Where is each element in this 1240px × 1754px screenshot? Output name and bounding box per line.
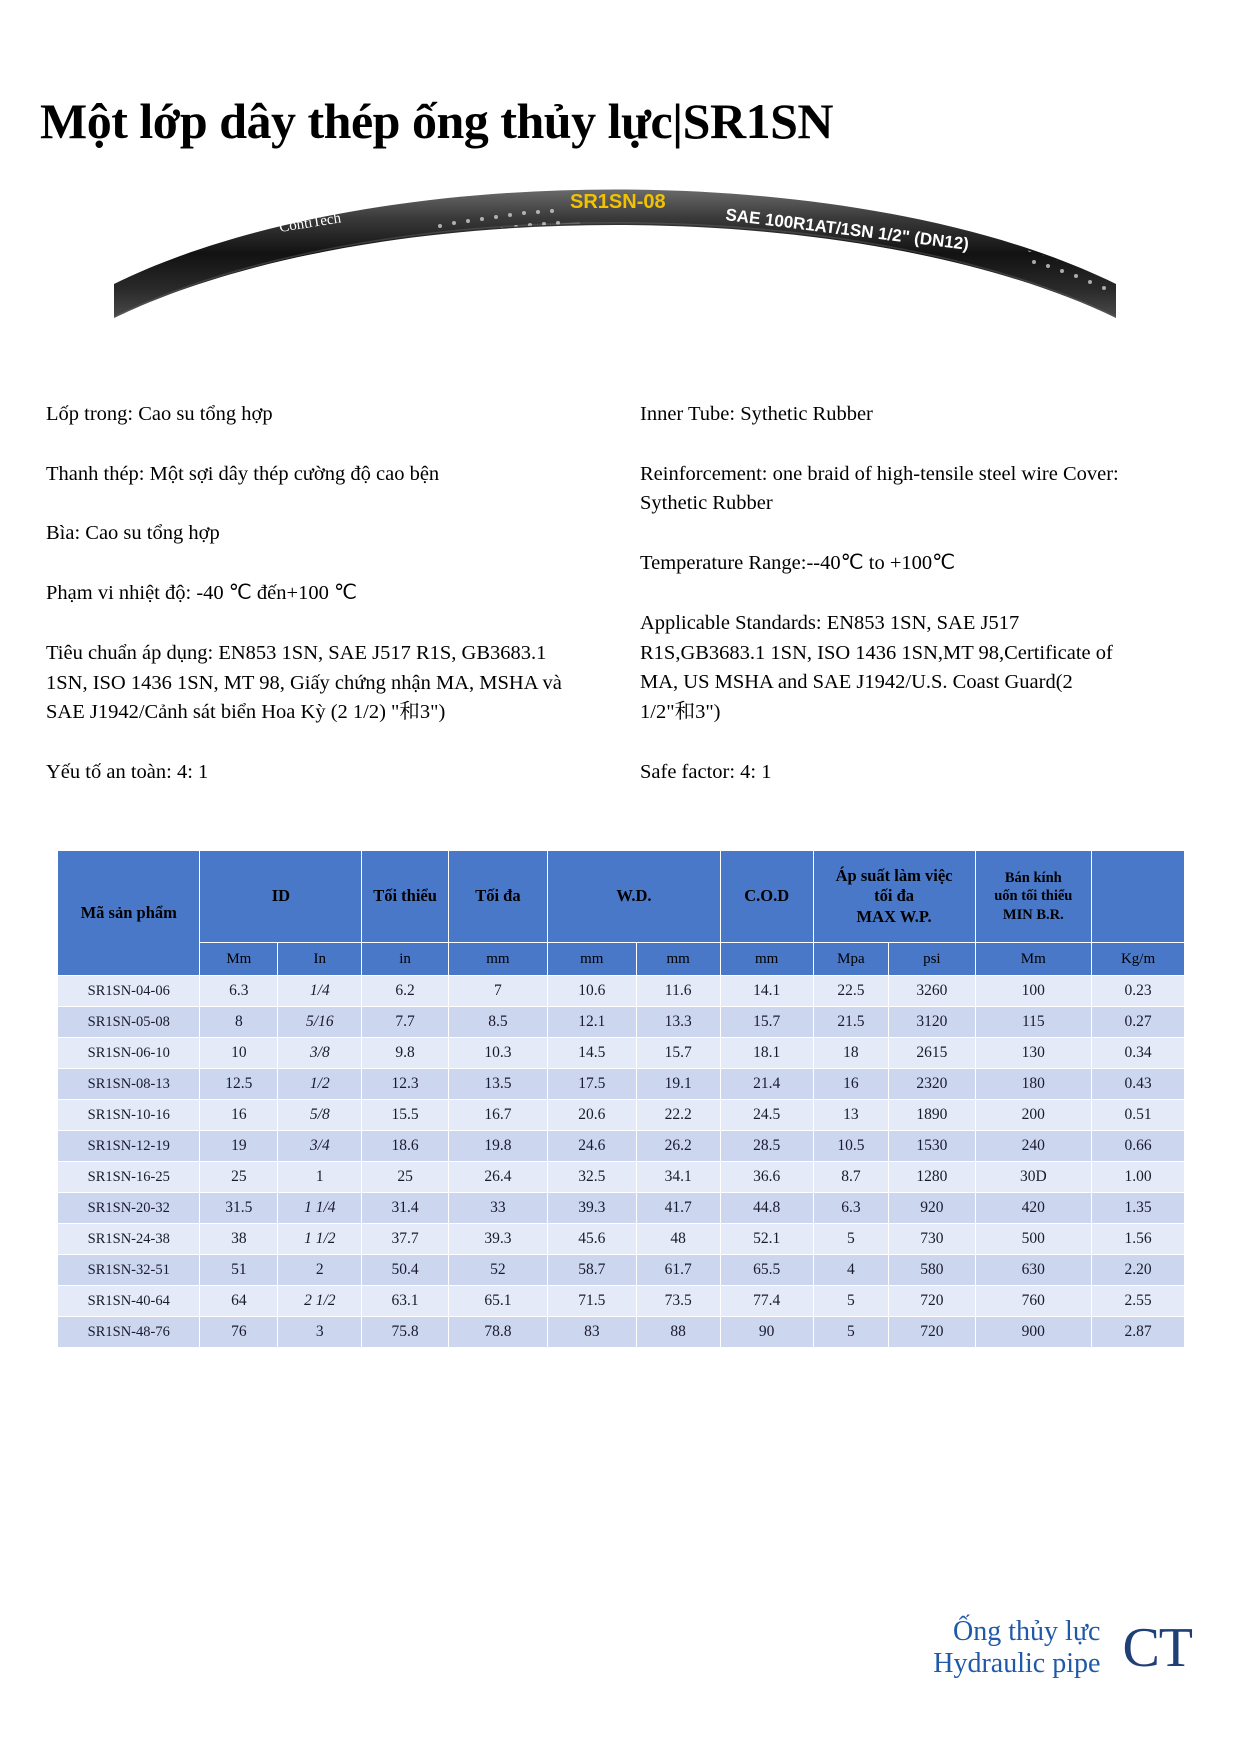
table-cell: 2 [278,1255,362,1286]
table-cell: 65.5 [720,1255,813,1286]
cell-product-code: SR1SN-16-25 [58,1162,200,1193]
table-cell: 34.1 [636,1162,720,1193]
cell-product-code: SR1SN-06-10 [58,1038,200,1069]
table-row [58,1224,1185,1255]
table-cell: 26.2 [636,1131,720,1162]
th-unit-br-mm: Mm [975,943,1092,976]
table-cell: 45.6 [548,1224,637,1255]
th-min: Tối thiểu [362,851,448,943]
table-cell: 24.5 [720,1100,813,1131]
table-cell: 1/2 [278,1069,362,1100]
table-cell: 0.34 [1092,1038,1185,1069]
th-max-wp-line2: tối đa [874,886,914,906]
table-cell: 17.5 [548,1069,637,1100]
table-row [58,1100,1185,1131]
ct-logo: CT [1122,1616,1192,1679]
cell-product-code: SR1SN-40-64 [58,1286,200,1317]
footer [933,1616,1192,1680]
spec-vi-safety-factor: Yếu tố an toàn: 4: 1 [46,761,209,784]
table-cell: 10.3 [448,1038,547,1069]
footer-line-vi: Ống thủy lực [953,1615,1101,1647]
table-cell: 1.00 [1092,1162,1185,1193]
table-cell: 2 1/2 [278,1286,362,1317]
table-cell: 15.5 [362,1100,448,1131]
table-cell: 8.5 [448,1007,547,1038]
hose-label-right: SAE 100R1AT/1SN 1/2" (DN12) [724,205,970,254]
hose-illustration [110,168,1120,318]
table-cell: 63.1 [362,1286,448,1317]
th-min-br-line1: Bán kính [1004,870,1062,887]
th-unit-mpa: Mpa [813,943,889,976]
spec-vi-cover: Bìa: Cao su tổng hợp [46,522,220,545]
table-cell: 30D [975,1162,1092,1193]
table-cell: 6.2 [362,976,448,1007]
table-cell: 50.4 [362,1255,448,1286]
cell-product-code: SR1SN-08-13 [58,1069,200,1100]
th-unit-cod-mm: mm [720,943,813,976]
table-header-row-groups [58,851,1185,943]
table-cell: 1.35 [1092,1193,1185,1224]
table-cell: 58.7 [548,1255,637,1286]
table-cell: 1 1/2 [278,1224,362,1255]
table-cell: 28.5 [720,1131,813,1162]
table-cell: 0.27 [1092,1007,1185,1038]
spec-vi-reinforcement: Thanh thép: Một sợi dây thép cường độ cao bện [46,462,440,485]
th-unit-psi: psi [889,943,975,976]
table-cell: 73.5 [636,1286,720,1317]
specs-english [640,400,1120,817]
table-cell: 130 [975,1038,1092,1069]
table-cell: 12.3 [362,1069,448,1100]
table-cell: 2615 [889,1038,975,1069]
table-cell: 200 [975,1100,1092,1131]
table-cell: 6.3 [813,1193,889,1224]
table-row [58,1317,1185,1348]
table-cell: 2320 [889,1069,975,1100]
table-row [58,1131,1185,1162]
table-cell: 0.23 [1092,976,1185,1007]
table-cell: 2.87 [1092,1317,1185,1348]
specification-table-container [57,850,1185,1348]
table-cell: 83 [548,1317,637,1348]
cell-product-code: SR1SN-04-06 [58,976,200,1007]
spec-en-safety-factor: Safe factor: 4: 1 [640,760,772,783]
spec-en-inner-tube: Inner Tube: Sythetic Rubber [640,403,873,425]
table-cell: 10.6 [548,976,637,1007]
table-cell: 88 [636,1317,720,1348]
table-cell: 100 [975,976,1092,1007]
table-cell: 14.1 [720,976,813,1007]
table-cell: 5 [813,1286,889,1317]
table-cell: 3260 [889,976,975,1007]
table-cell: 3 [278,1317,362,1348]
table-cell: 76 [200,1317,278,1348]
table-cell: 0.51 [1092,1100,1185,1131]
footer-line-en: Hydraulic pipe [933,1647,1101,1679]
table-cell: 730 [889,1224,975,1255]
table-cell: 1 1/4 [278,1193,362,1224]
table-row [58,1007,1185,1038]
cell-product-code: SR1SN-05-08 [58,1007,200,1038]
table-cell: 22.2 [636,1100,720,1131]
table-cell: 1/4 [278,976,362,1007]
table-header-row-units [58,943,1185,976]
table-cell: 64 [200,1286,278,1317]
table-cell: 1280 [889,1162,975,1193]
page-title: Một lớp dây thép ống thủy lực|SR1SN [40,92,833,149]
cell-product-code: SR1SN-10-16 [58,1100,200,1131]
table-cell: 5 [813,1224,889,1255]
table-cell: 5 [813,1317,889,1348]
table-cell: 36.6 [720,1162,813,1193]
table-cell: 630 [975,1255,1092,1286]
th-weight [1092,851,1185,943]
th-max-wp [813,851,975,943]
table-cell: 10 [200,1038,278,1069]
table-cell: 18 [813,1038,889,1069]
table-cell: 21.5 [813,1007,889,1038]
spec-en-temperature: Temperature Range:--40℃ to +100℃ [640,552,956,575]
table-cell: 14.5 [548,1038,637,1069]
table-cell: 3/4 [278,1131,362,1162]
table-cell: 26.4 [448,1162,547,1193]
table-cell: 1890 [889,1100,975,1131]
table-cell: 19.1 [636,1069,720,1100]
table-cell: 0.66 [1092,1131,1185,1162]
table-cell: 65.1 [448,1286,547,1317]
table-cell: 51 [200,1255,278,1286]
table-cell: 22.5 [813,976,889,1007]
table-cell: 9.8 [362,1038,448,1069]
table-cell: 7 [448,976,547,1007]
table-cell: 15.7 [720,1007,813,1038]
hose-subbrand-label: ContiTech [278,210,343,236]
table-cell: 37.7 [362,1224,448,1255]
table-cell: 77.4 [720,1286,813,1317]
th-unit-id-mm: Mm [200,943,278,976]
specs-vietnamese [46,400,566,818]
table-cell: 0.43 [1092,1069,1185,1100]
table-cell: 19 [200,1131,278,1162]
table-cell: 12.1 [548,1007,637,1038]
th-unit-wd-mm-2: mm [636,943,720,976]
table-cell: 13.3 [636,1007,720,1038]
th-unit-wd-mm-1: mm [548,943,637,976]
table-cell: 75.8 [362,1317,448,1348]
table-cell: 720 [889,1286,975,1317]
hose-brand-label: Continental [146,219,235,256]
table-cell: 420 [975,1193,1092,1224]
table-cell: 920 [889,1193,975,1224]
table-cell: 240 [975,1131,1092,1162]
th-max-wp-line3: MAX W.P. [856,906,932,926]
th-unit-kgm: Kg/m [1092,943,1185,976]
table-cell: 90 [720,1317,813,1348]
table-cell: 13 [813,1100,889,1131]
table-cell: 39.3 [548,1193,637,1224]
table-cell: 39.3 [448,1224,547,1255]
table-cell: 5/16 [278,1007,362,1038]
cell-product-code: SR1SN-12-19 [58,1131,200,1162]
table-cell: 44.8 [720,1193,813,1224]
table-cell: 1.56 [1092,1224,1185,1255]
table-cell: 7.7 [362,1007,448,1038]
spec-vi-inner-tube: Lốp trong: Cao su tổng hợp [46,403,273,425]
table-cell: 41.7 [636,1193,720,1224]
table-cell: 720 [889,1317,975,1348]
spec-vi-standards: Tiêu chuẩn áp dụng: EN853 1SN, SAE J517 R1S, GB3683.1 1SN, ISO 1436 1SN, MT 98, Giấy chứng nhận MA, MSHA và SAE J1942/Cảnh sát biển Hoa Kỳ (2 1/2) "和3") [46,641,562,724]
table-row [58,1286,1185,1317]
table-cell: 33 [448,1193,547,1224]
th-max-wp-line1: Áp suất làm việc [835,865,953,885]
table-row [58,1069,1185,1100]
table-cell: 180 [975,1069,1092,1100]
th-min-br-line2: uốn tối thiểu [994,888,1073,905]
table-body [58,976,1185,1348]
table-cell: 900 [975,1317,1092,1348]
table-cell: 12.5 [200,1069,278,1100]
table-cell: 61.7 [636,1255,720,1286]
table-cell: 71.5 [548,1286,637,1317]
table-cell: 1 [278,1162,362,1193]
table-cell: 31.5 [200,1193,278,1224]
table-cell: 16 [200,1100,278,1131]
table-cell: 32.5 [548,1162,637,1193]
table-cell: 25 [362,1162,448,1193]
th-min-br [975,851,1092,943]
table-cell: 78.8 [448,1317,547,1348]
cell-product-code: SR1SN-24-38 [58,1224,200,1255]
table-cell: 2.55 [1092,1286,1185,1317]
spec-en-standards: Applicable Standards: EN853 1SN, SAE J517 R1S,GB3683.1 1SN, ISO 1436 1SN,MT 98,Certificate of MA, US MSHA and SAE J1942/U.S. Coast Guard(2 1/2"和3") [640,611,1113,724]
cell-product-code: SR1SN-48-76 [58,1317,200,1348]
spec-vi-temperature: Phạm vi nhiệt độ: -40 ℃ đến+100 ℃ [46,582,357,605]
table-cell: 115 [975,1007,1092,1038]
th-cod: C.O.D [720,851,813,943]
table-cell: 3/8 [278,1038,362,1069]
table-cell: 760 [975,1286,1092,1317]
table-cell: 25 [200,1162,278,1193]
table-cell: 1530 [889,1131,975,1162]
cell-product-code: SR1SN-20-32 [58,1193,200,1224]
th-max: Tối đa [448,851,547,943]
table-cell: 16.7 [448,1100,547,1131]
table-cell: 2.20 [1092,1255,1185,1286]
table-cell: 5/8 [278,1100,362,1131]
spec-en-reinforcement: Reinforcement: one braid of high-tensile steel wire Cover: Sythetic Rubber [640,462,1119,515]
table-row [58,976,1185,1007]
th-id: ID [200,851,362,943]
table-cell: 3120 [889,1007,975,1038]
table-cell: 10.5 [813,1131,889,1162]
table-cell: 16 [813,1069,889,1100]
table-cell: 11.6 [636,976,720,1007]
table-cell: 52 [448,1255,547,1286]
hose-label-center: SR1SN-08 [570,191,666,213]
specification-table [57,850,1185,1348]
table-cell: 580 [889,1255,975,1286]
table-cell: 20.6 [548,1100,637,1131]
table-row [58,1162,1185,1193]
th-min-br-line3: MIN B.R. [1002,906,1064,923]
table-cell: 15.7 [636,1038,720,1069]
table-cell: 500 [975,1224,1092,1255]
table-cell: 48 [636,1224,720,1255]
table-cell: 31.4 [362,1193,448,1224]
table-row [58,1193,1185,1224]
th-unit-min-in: in [362,943,448,976]
table-cell: 38 [200,1224,278,1255]
th-unit-id-in: In [278,943,362,976]
table-cell: 6.3 [200,976,278,1007]
table-row [58,1255,1185,1286]
footer-brand-text [933,1616,1100,1680]
th-product-code: Mã sản phẩm [58,851,200,976]
table-cell: 13.5 [448,1069,547,1100]
table-cell: 18.1 [720,1038,813,1069]
table-cell: 8.7 [813,1162,889,1193]
table-cell: 24.6 [548,1131,637,1162]
th-unit-max-mm: mm [448,943,547,976]
table-header [58,851,1185,976]
table-cell: 21.4 [720,1069,813,1100]
cell-product-code: SR1SN-32-51 [58,1255,200,1286]
table-cell: 52.1 [720,1224,813,1255]
product-image [110,168,1120,318]
table-cell: 18.6 [362,1131,448,1162]
table-cell: 8 [200,1007,278,1038]
table-row [58,1038,1185,1069]
table-cell: 19.8 [448,1131,547,1162]
table-cell: 4 [813,1255,889,1286]
th-wd: W.D. [548,851,721,943]
